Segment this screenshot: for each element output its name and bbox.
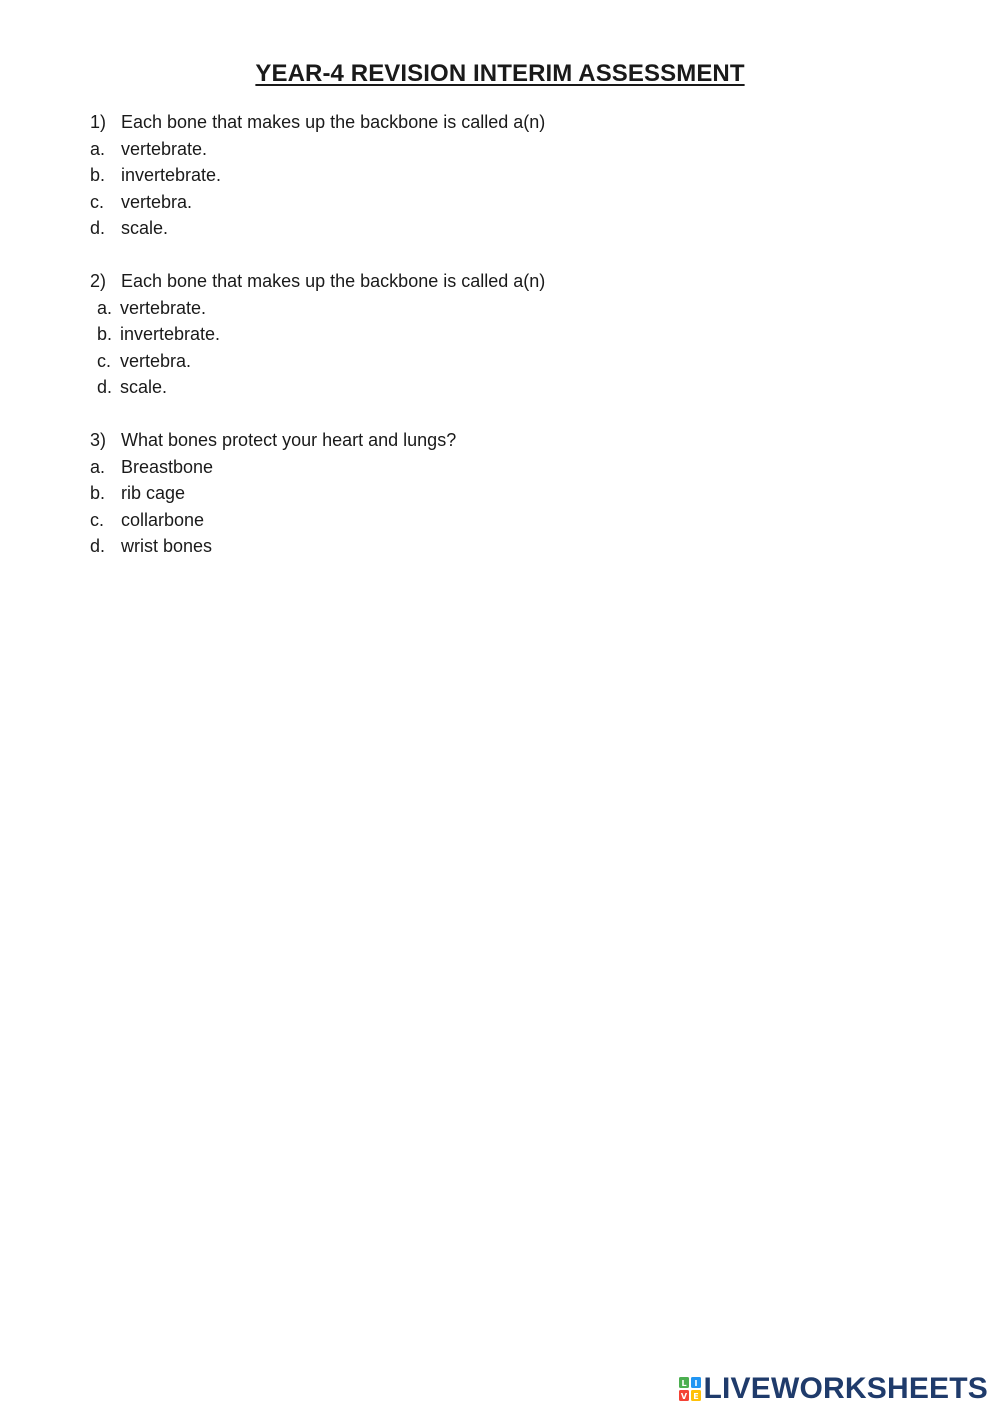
question-text: What bones protect your heart and lungs? <box>121 430 457 450</box>
question-number: 1) <box>90 112 107 132</box>
answer-option <box>0 533 1000 560</box>
option-text: vertebra. <box>121 191 193 212</box>
option-letter: c. <box>90 509 105 530</box>
page-title: YEAR-4 REVISION INTERIM ASSESSMENT <box>255 60 745 87</box>
answer-option <box>0 374 1000 401</box>
option-text: invertebrate. <box>121 165 222 186</box>
answer-option <box>0 507 1000 534</box>
question-stem <box>0 109 1000 136</box>
answer-option <box>0 348 1000 375</box>
svg-text:L: L <box>680 1379 687 1388</box>
answer-option <box>0 189 1000 216</box>
answer-option <box>0 295 1000 322</box>
answer-option <box>0 162 1000 189</box>
option-text: Breastbone <box>121 456 214 477</box>
option-letter: a. <box>90 138 106 159</box>
question-text: Each bone that makes up the backbone is called a(n) <box>121 112 546 132</box>
option-text: collarbone <box>121 509 205 530</box>
answer-option <box>0 321 1000 348</box>
logo-wordmark: LIVEWORKSHEETS <box>703 1372 988 1405</box>
question-stem <box>0 427 1000 454</box>
option-letter: b. <box>90 165 106 186</box>
option-letter: c. <box>97 350 112 371</box>
option-letter: d. <box>90 218 106 239</box>
option-letter: d. <box>90 536 106 557</box>
option-letter: a. <box>90 456 106 477</box>
option-letter: b. <box>97 324 113 345</box>
option-letter: b. <box>90 483 106 504</box>
option-text: vertebra. <box>120 350 192 371</box>
option-text: scale. <box>121 218 169 239</box>
svg-text:E: E <box>692 1392 699 1401</box>
svg-text:I: I <box>694 1379 697 1388</box>
svg-text:V: V <box>680 1392 687 1401</box>
option-letter: c. <box>90 191 105 212</box>
question-number: 3) <box>90 430 107 450</box>
option-text: vertebrate. <box>120 297 207 318</box>
option-text: invertebrate. <box>120 324 221 345</box>
question-3 <box>0 427 1000 560</box>
question-number: 2) <box>90 271 107 291</box>
option-text: wrist bones <box>121 536 213 557</box>
answer-option <box>0 136 1000 163</box>
question-1 <box>0 109 1000 242</box>
option-letter: a. <box>97 297 113 318</box>
option-letter: d. <box>97 377 113 398</box>
question-stem <box>0 268 1000 295</box>
question-2 <box>0 268 1000 401</box>
answer-option <box>0 215 1000 242</box>
liveworksheets-logo-icon <box>678 1376 702 1402</box>
question-text: Each bone that makes up the backbone is called a(n) <box>121 271 546 291</box>
option-text: scale. <box>120 377 168 398</box>
answer-option <box>0 480 1000 507</box>
answer-option <box>0 454 1000 481</box>
option-text: rib cage <box>121 483 186 504</box>
option-text: vertebrate. <box>121 138 208 159</box>
liveworksheets-logo[interactable] <box>678 1372 989 1406</box>
